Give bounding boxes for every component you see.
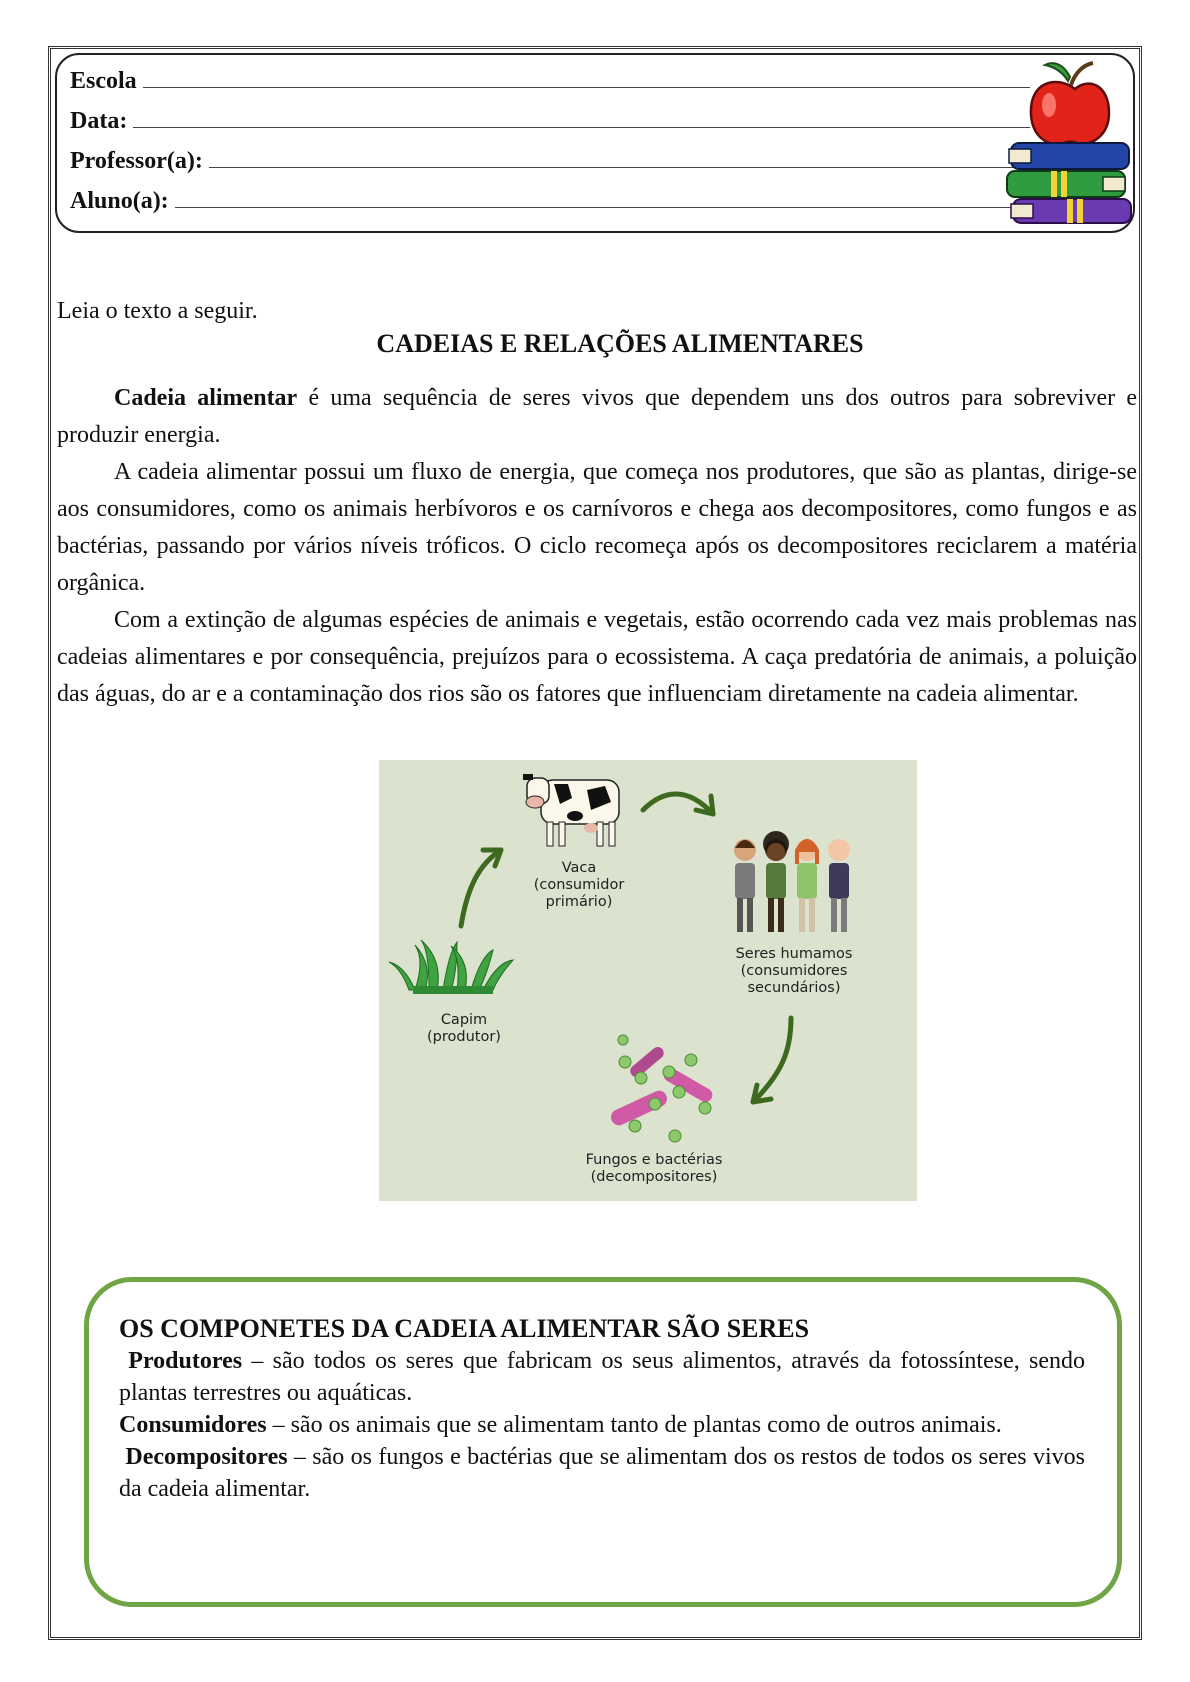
label-humanos: Seres humamos (consumidores secundários) [735, 946, 853, 996]
components-text [119, 1313, 1085, 1505]
escola-line [70, 68, 1030, 95]
produtores-def: – são todos os seres que fabricam os seus alimentos, através da fotossíntese, sendo plantas terrestres ou aquáticas. [119, 1348, 1086, 1406]
cow-icon [523, 774, 619, 846]
produtores-term: Produtores [128, 1348, 243, 1374]
paragraph-1-rest: é uma sequência de seres vivos que dependem uns dos outros para sobreviver e produzir energia. [57, 385, 1137, 448]
professor-line [70, 148, 1030, 175]
paragraph-2: A cadeia alimentar possui um fluxo de energia, que começa nos produtores, que são as plantas, dirige-se aos consumidores, como os animais herbívoros e os carnívoros e chega aos decompositores, como fungos e as bactérias, passando por vários níveis tróficos. O ciclo recomeça após os decompositores reciclarem a matéria orgânica. [57, 459, 1137, 596]
humans-icon [734, 831, 850, 932]
paragraph-1 [57, 380, 1137, 454]
apple-books-icon [1005, 55, 1135, 225]
consumidores-term: Consumidores [119, 1412, 267, 1438]
data-field[interactable] [133, 109, 1030, 128]
food-chain-diagram [379, 760, 917, 1201]
consumidores-def: – são os animais que se alimentam tanto de plantas como de outros animais. [266, 1412, 1002, 1438]
produtores-item [119, 1345, 1085, 1409]
microbes-icon [608, 1035, 714, 1142]
page-title: CADEIAS E RELAÇÕES ALIMENTARES [376, 329, 864, 358]
professor-label: Professor(a): [70, 148, 203, 174]
paragraph-3: Com a extinção de algumas espécies de animais e vegetais, estão ocorrendo cada vez mais problemas nas cadeias alimentares e por consequência, prejuízos para o ecossistema. A caça predatória de animais, a poluição das águas, do ar e a contaminação dos rios são os fatores que influenciam diretamente na cadeia alimentar. [57, 607, 1137, 707]
grass-icon [389, 940, 513, 994]
label-fungos: Fungos e bactérias (decompositores) [585, 1152, 723, 1185]
label-capim: Capim (produtor) [427, 1012, 501, 1045]
decompositores-item [119, 1441, 1085, 1505]
data-line [70, 108, 1030, 135]
consumidores-item [119, 1409, 1085, 1441]
components-title: OS COMPONETES DA CADEIA ALIMENTAR SÃO SERES [119, 1314, 810, 1343]
label-vaca: Vaca (consumidor primário) [533, 860, 625, 910]
decompositores-term: Decompositores [125, 1444, 288, 1470]
data-label: Data: [70, 108, 128, 134]
decompositores-def: – são os fungos e bactérias que se alimentam dos os restos de todos os seres vivos da cadeia alimentar. [119, 1444, 1085, 1502]
arrow-humanos-fungos [753, 1018, 791, 1102]
aluno-line [70, 188, 1030, 215]
escola-field[interactable] [143, 69, 1030, 88]
body-text [57, 380, 1137, 713]
professor-field[interactable] [209, 149, 1030, 168]
paragraph-1-term: Cadeia alimentar [114, 385, 298, 411]
escola-label: Escola [70, 68, 137, 94]
aluno-label: Aluno(a): [70, 188, 169, 214]
aluno-field[interactable] [175, 189, 1030, 208]
intro-text: Leia o texto a seguir. [57, 298, 258, 324]
